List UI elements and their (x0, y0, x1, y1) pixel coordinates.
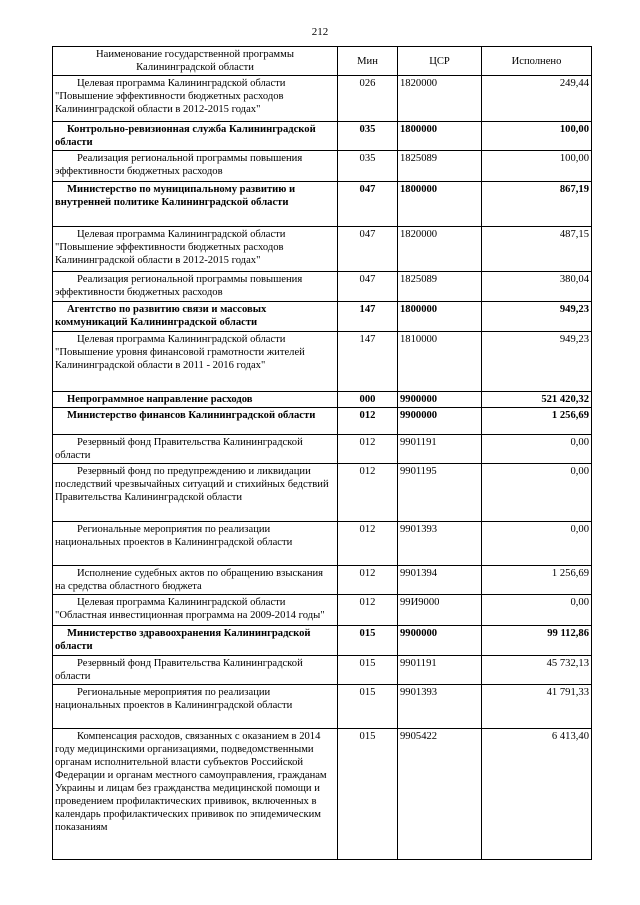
table-row (53, 464, 592, 522)
row-executed-amount: 6 413,40 (482, 729, 592, 860)
row-program-name: Компенсация расходов, связанных с оказанием в 2014 году медицинскими организациями, подведомственными органам исполнительной власти субъектов Российской Федерации и органам местного самоуправления, гражданам Украины и лицам без гражданства медицинской помощи и проведением профилактических прививок, включенных в календарь профилактических прививок по эпидемическим показаниям (53, 729, 338, 860)
table-row (53, 729, 592, 860)
row-ministry-code: 012 (338, 595, 398, 626)
table-row (53, 685, 592, 729)
row-executed-amount: 521 420,32 (482, 392, 592, 408)
row-ministry-code: 012 (338, 408, 398, 435)
row-ministry-code: 047 (338, 182, 398, 227)
table-header-row (53, 47, 592, 76)
row-ministry-code: 047 (338, 227, 398, 272)
row-executed-amount: 487,15 (482, 227, 592, 272)
table-row (53, 272, 592, 302)
row-ministry-code: 026 (338, 76, 398, 122)
row-program-name: Резервный фонд Правительства Калининградской области (53, 435, 338, 464)
table-row (53, 435, 592, 464)
row-executed-amount: 100,00 (482, 151, 592, 182)
row-target-article-code: 9901393 (398, 685, 482, 729)
row-program-name: Исполнение судебных актов по обращению взыскания на средства областного бюджета (53, 566, 338, 595)
row-program-name: Региональные мероприятия по реализации национальных проектов в Калининградской области (53, 685, 338, 729)
row-program-name: Целевая программа Калининградской области "Повышение эффективности бюджетных расходов Калининградской области в 2012-2015 годах" (53, 227, 338, 272)
row-executed-amount: 949,23 (482, 302, 592, 332)
row-ministry-code: 015 (338, 685, 398, 729)
row-executed-amount: 0,00 (482, 464, 592, 522)
header-target-article: ЦСР (398, 47, 482, 76)
row-program-name: Целевая программа Калининградской области "Повышение эффективности бюджетных расходов Калининградской области в 2012-2015 годах" (53, 76, 338, 122)
row-program-name: Резервный фонд по предупреждению и ликвидации последствий чрезвычайных ситуаций и стихийных бедствий Правительства Калининградской области (53, 464, 338, 522)
row-executed-amount: 249,44 (482, 76, 592, 122)
row-ministry-code: 147 (338, 302, 398, 332)
row-program-name: Реализация региональной программы повышения эффективности бюджетных расходов (53, 151, 338, 182)
row-ministry-code: 015 (338, 626, 398, 656)
table-row (53, 302, 592, 332)
row-ministry-code: 015 (338, 729, 398, 860)
row-executed-amount: 0,00 (482, 595, 592, 626)
row-ministry-code: 047 (338, 272, 398, 302)
row-target-article-code: 1800000 (398, 182, 482, 227)
row-program-name: Министерство финансов Калининградской области (53, 408, 338, 435)
row-program-name: Реализация региональной программы повышения эффективности бюджетных расходов (53, 272, 338, 302)
row-program-name: Целевая программа Калининградской области "Повышение уровня финансовой грамотности жителей Калининградской области в 2011 - 2016 годах" (53, 332, 338, 392)
row-target-article-code: 99И9000 (398, 595, 482, 626)
page-number: 212 (311, 26, 329, 38)
row-target-article-code: 9901393 (398, 522, 482, 566)
row-program-name: Непрограммное направление расходов (53, 392, 338, 408)
row-executed-amount: 1 256,69 (482, 566, 592, 595)
row-executed-amount: 867,19 (482, 182, 592, 227)
table-row (53, 626, 592, 656)
row-ministry-code: 012 (338, 522, 398, 566)
table-row (53, 76, 592, 122)
table-row (53, 566, 592, 595)
table-row (53, 227, 592, 272)
row-program-name: Целевая программа Калининградской области "Областная инвестиционная программа на 2009-2014 годы" (53, 595, 338, 626)
table-row (53, 392, 592, 408)
table-row (53, 332, 592, 392)
expenditure-table (52, 46, 592, 860)
header-executed: Исполнено (482, 47, 592, 76)
row-executed-amount: 99 112,86 (482, 626, 592, 656)
row-program-name: Резервный фонд Правительства Калининградской области (53, 656, 338, 685)
row-target-article-code: 1820000 (398, 227, 482, 272)
table-row (53, 656, 592, 685)
row-executed-amount: 0,00 (482, 435, 592, 464)
row-target-article-code: 9900000 (398, 408, 482, 435)
row-ministry-code: 000 (338, 392, 398, 408)
row-program-name: Агентство по развитию связи и массовых коммуникаций Калининградской области (53, 302, 338, 332)
row-target-article-code: 1825089 (398, 272, 482, 302)
row-ministry-code: 012 (338, 435, 398, 464)
row-executed-amount: 1 256,69 (482, 408, 592, 435)
row-executed-amount: 0,00 (482, 522, 592, 566)
row-ministry-code: 147 (338, 332, 398, 392)
row-target-article-code: 9901191 (398, 435, 482, 464)
table-row (53, 408, 592, 435)
row-executed-amount: 45 732,13 (482, 656, 592, 685)
table-row (53, 522, 592, 566)
table-row (53, 182, 592, 227)
row-ministry-code: 012 (338, 566, 398, 595)
row-target-article-code: 9901195 (398, 464, 482, 522)
header-ministry: Мин (338, 47, 398, 76)
row-executed-amount: 41 791,33 (482, 685, 592, 729)
row-target-article-code: 1810000 (398, 332, 482, 392)
row-ministry-code: 035 (338, 122, 398, 151)
table-row (53, 595, 592, 626)
row-target-article-code: 9901191 (398, 656, 482, 685)
row-target-article-code: 1825089 (398, 151, 482, 182)
table-row (53, 151, 592, 182)
row-executed-amount: 100,00 (482, 122, 592, 151)
row-program-name: Министерство здравоохранения Калининградской области (53, 626, 338, 656)
row-ministry-code: 035 (338, 151, 398, 182)
table-row (53, 122, 592, 151)
row-target-article-code: 9901394 (398, 566, 482, 595)
row-target-article-code: 1820000 (398, 76, 482, 122)
row-program-name: Региональные мероприятия по реализации национальных проектов в Калининградской области (53, 522, 338, 566)
row-executed-amount: 949,23 (482, 332, 592, 392)
row-executed-amount: 380,04 (482, 272, 592, 302)
header-program-name: Наименование государственной программы Калининградской области (53, 47, 338, 76)
row-target-article-code: 9900000 (398, 626, 482, 656)
row-ministry-code: 012 (338, 464, 398, 522)
row-program-name: Контрольно-ревизионная служба Калининградской области (53, 122, 338, 151)
row-target-article-code: 9905422 (398, 729, 482, 860)
row-target-article-code: 1800000 (398, 122, 482, 151)
row-ministry-code: 015 (338, 656, 398, 685)
row-program-name: Министерство по муниципальному развитию и внутренней политике Калининградской области (53, 182, 338, 227)
row-target-article-code: 9900000 (398, 392, 482, 408)
row-target-article-code: 1800000 (398, 302, 482, 332)
